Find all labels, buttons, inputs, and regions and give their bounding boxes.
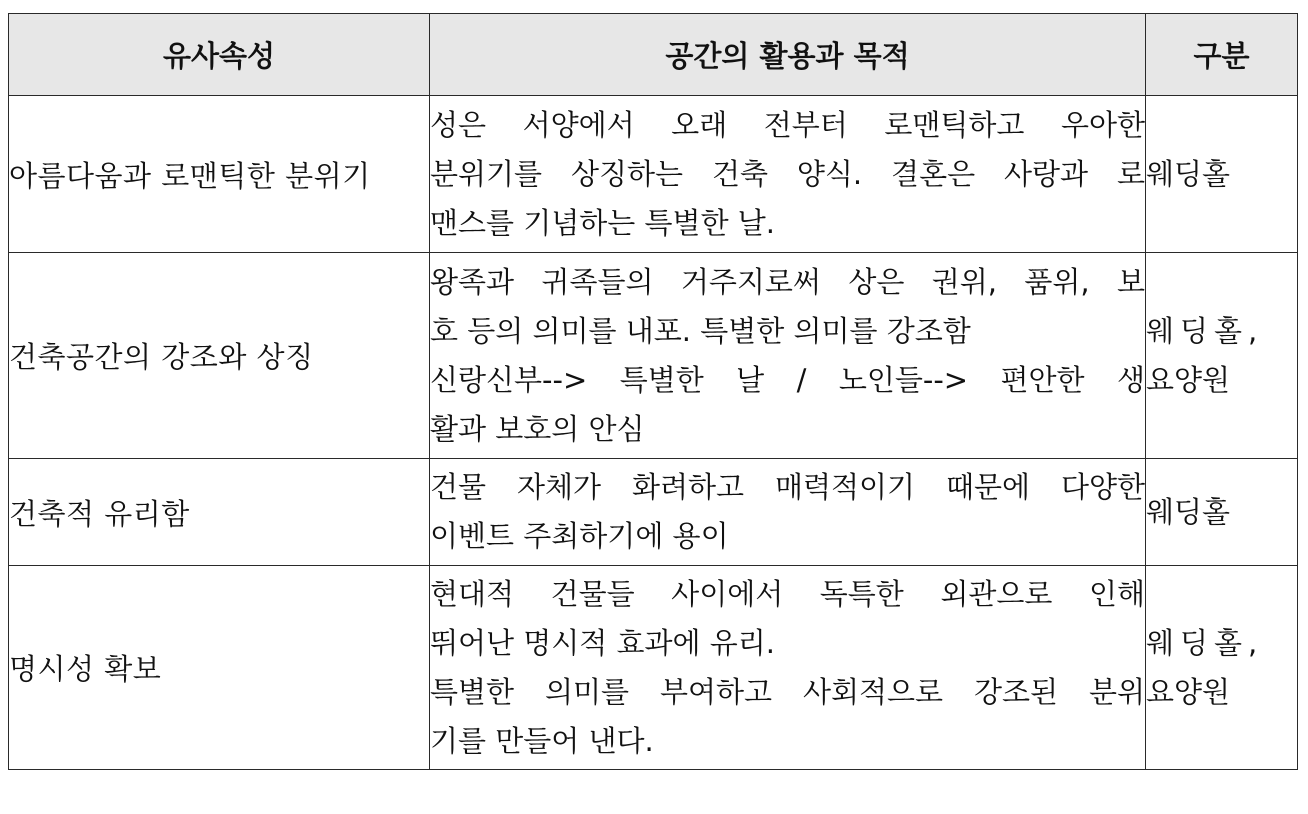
purpose-line: 맨스를 기념하는 특별한 날. [430, 205, 776, 240]
category-cell [1146, 459, 1298, 566]
table-row [9, 96, 1298, 253]
purpose-line: 왕족과 귀족들의 거주지로써 상은 권위, 품위, 보 [430, 264, 1145, 299]
purpose-line: 건물 자체가 화려하고 매력적이기 때문에 다양한 [430, 470, 1145, 504]
attribute-cell: 건축적 유리함 [9, 459, 430, 566]
category-cell [1146, 253, 1298, 459]
category-line: 웨딩홀 [1146, 494, 1231, 529]
purpose-cell [430, 96, 1146, 253]
purpose-line: 이벤트 주최하기에 용이 [430, 519, 729, 553]
purpose-line: 분위기를 상징하는 건축 양식. 결혼은 사랑과 로 [430, 156, 1145, 191]
purpose-line: 활과 보호의 안심 [430, 411, 645, 446]
category-line: 웨딩홀 [1146, 156, 1231, 191]
header-attribute: 유사속성 [9, 14, 430, 96]
attribute-cell: 아름다움과 로맨틱한 분위기 [9, 96, 430, 253]
purpose-line: 현대적 건물들 사이에서 독특한 외관으로 인해 [430, 576, 1145, 611]
purpose-line: 기를 만들어 낸다. [430, 723, 654, 758]
header-row [9, 14, 1298, 96]
purpose-cell [430, 459, 1146, 566]
purpose-cell [430, 566, 1146, 770]
attribute-cell: 명시성 확보 [9, 566, 430, 770]
category-line: 요양원 [1146, 362, 1231, 397]
purpose-line: 특별한 의미를 부여하고 사회적으로 강조된 분위 [430, 674, 1145, 709]
purpose-line: 뛰어난 명시적 효과에 유리. [430, 625, 776, 660]
purpose-line: 호 등의 의미를 내포. 특별한 의미를 강조함 [430, 313, 971, 348]
category-line: 웨딩홀, [1146, 313, 1264, 348]
header-category: 구분 [1146, 14, 1298, 96]
purpose-line: 성은 서양에서 오래 전부터 로맨틱하고 우아한 [430, 107, 1145, 142]
header-purpose: 공간의 활용과 목적 [430, 14, 1146, 96]
table-row [9, 459, 1298, 566]
category-cell [1146, 96, 1298, 253]
category-line: 웨딩홀, [1146, 625, 1264, 660]
purpose-cell [430, 253, 1146, 459]
purpose-line: 신랑신부--> 특별한 날 / 노인들--> 편안한 생 [430, 362, 1145, 397]
attribute-cell: 건축공간의 강조와 상징 [9, 253, 430, 459]
table-row [9, 566, 1298, 770]
comparison-table [8, 13, 1298, 770]
category-line: 요양원 [1146, 674, 1231, 709]
category-cell [1146, 566, 1298, 770]
table-row [9, 253, 1298, 459]
